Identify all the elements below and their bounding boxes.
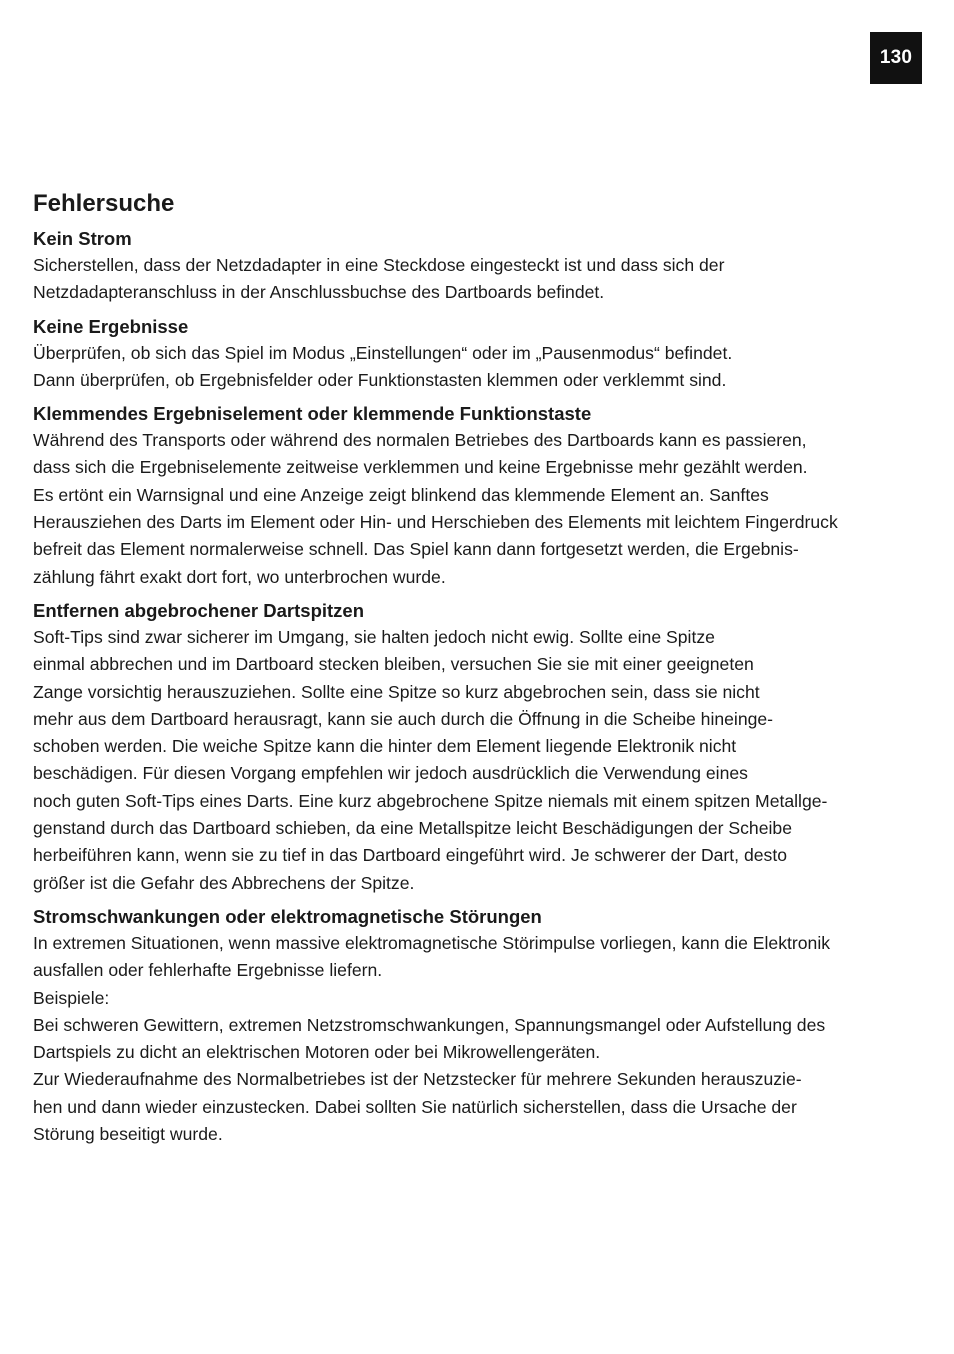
paragraph-line: Soft-Tips sind zwar sicherer im Umgang, sie halten jedoch nicht ewig. Sollte eine Spitze	[33, 626, 715, 647]
paragraph-line: Netzdadapteranschluss in der Anschlussbuchse des Dartboards befindet.	[33, 282, 605, 303]
paragraph-line: Zange vorsichtig herauszuziehen. Sollte eine Spitze so kurz abgebrochen sein, dass sie nicht	[33, 681, 760, 702]
section-klemmendes-element	[33, 401, 928, 591]
paragraph-line: Störung beseitigt wurde.	[33, 1124, 223, 1145]
section-heading: Klemmendes Ergebniselement oder klemmende Funktionstaste	[33, 403, 592, 425]
paragraph-line: Dann überprüfen, ob Ergebnisfelder oder Funktionstasten klemmen oder verklemmt sind.	[33, 369, 727, 390]
paragraph-line: befreit das Element normalerweise schnell. Das Spiel kann dann fortgesetzt werden, die Ergebnis-	[33, 539, 799, 560]
paragraph-line: Sicherstellen, dass der Netzdadapter in eine Steckdose eingesteckt ist und dass sich der	[33, 255, 725, 275]
paragraph-line: einmal abbrechen und im Dartboard stecken bleiben, versuchen Sie sie mit einer geeigneten	[33, 654, 754, 675]
paragraph-line: Es ertönt ein Warnsignal und eine Anzeige zeigt blinkend das klemmende Element an. Sanftes	[33, 484, 769, 505]
paragraph-line: schoben werden. Die weiche Spitze kann die hinter dem Element liegende Elektronik nicht	[33, 736, 737, 757]
paragraph-line: größer ist die Gefahr des Abbrechens der Spitze.	[33, 872, 415, 893]
section-stromschwankungen	[33, 904, 928, 1148]
paragraph-line: Überprüfen, ob sich das Spiel im Modus „Einstellungen“ oder im „Pausenmodus“ befindet.	[33, 342, 733, 363]
section-heading: Entfernen abgebrochener Dartspitzen	[33, 599, 365, 621]
section-dartspitzen	[33, 598, 928, 897]
paragraph-line: Beispiele:	[33, 987, 110, 1008]
paragraph-line: beschädigen. Für diesen Vorgang empfehlen wir jedoch ausdrücklich die Verwendung eines	[33, 763, 748, 784]
page-number-badge: 130	[870, 32, 922, 84]
section-heading: Keine Ergebnisse	[33, 315, 189, 337]
section-heading: Kein Strom	[33, 228, 132, 249]
paragraph-line: Dartspiels zu dicht an elektrischen Motoren oder bei Mikrowellengeräten.	[33, 1042, 601, 1063]
paragraph-line: zählung fährt exakt dort fort, wo unterbrochen wurde.	[33, 566, 446, 587]
paragraph-line: dass sich die Ergebniselemente zeitweise verklemmen und keine Ergebnisse mehr gezählt werden.	[33, 457, 808, 478]
paragraph-line: herbeiführen kann, wenn sie zu tief in das Dartboard eingeführt wird. Je schwerer der Dart, desto	[33, 845, 787, 866]
paragraph-line: genstand durch das Dartboard schieben, da eine Metallspitze leicht Beschädigungen der Scheibe	[33, 818, 792, 839]
paragraph-line: hen und dann wieder einzustecken. Dabei sollten Sie natürlich sicherstellen, dass die Ursache der	[33, 1096, 797, 1117]
paragraph-line: Herausziehen des Darts im Element oder Hin- und Herschieben des Elements mit leichtem Fingerdruck	[33, 512, 838, 533]
section-kein-strom	[33, 226, 928, 307]
paragraph-line: noch guten Soft-Tips eines Darts. Eine kurz abgebrochene Spitze niemals mit einem spitzen Metallge-	[33, 790, 828, 811]
paragraph-line: In extremen Situationen, wenn massive elektromagnetische Störimpulse vorliegen, kann die Elektronik	[33, 932, 831, 953]
paragraph-line: mehr aus dem Dartboard herausragt, kann sie auch durch die Öffnung in die Scheibe hineinge-	[33, 708, 774, 729]
section-keine-ergebnisse	[33, 314, 928, 395]
paragraph-line: ausfallen oder fehlerhafte Ergebnisse liefern.	[33, 960, 383, 981]
page-title: Fehlersuche	[33, 190, 175, 217]
document-body	[33, 188, 928, 1155]
paragraph-line: Während des Transports oder während des normalen Betriebes des Dartboards kann es passieren,	[33, 430, 807, 451]
section-heading: Stromschwankungen oder elektromagnetische Störungen	[33, 905, 542, 927]
paragraph-line: Zur Wiederaufnahme des Normalbetriebes ist der Netzstecker für mehrere Sekunden herauszuzie-	[33, 1069, 802, 1090]
paragraph-line: Bei schweren Gewittern, extremen Netzstromschwankungen, Spannungsmangel oder Aufstellung des	[33, 1014, 826, 1035]
